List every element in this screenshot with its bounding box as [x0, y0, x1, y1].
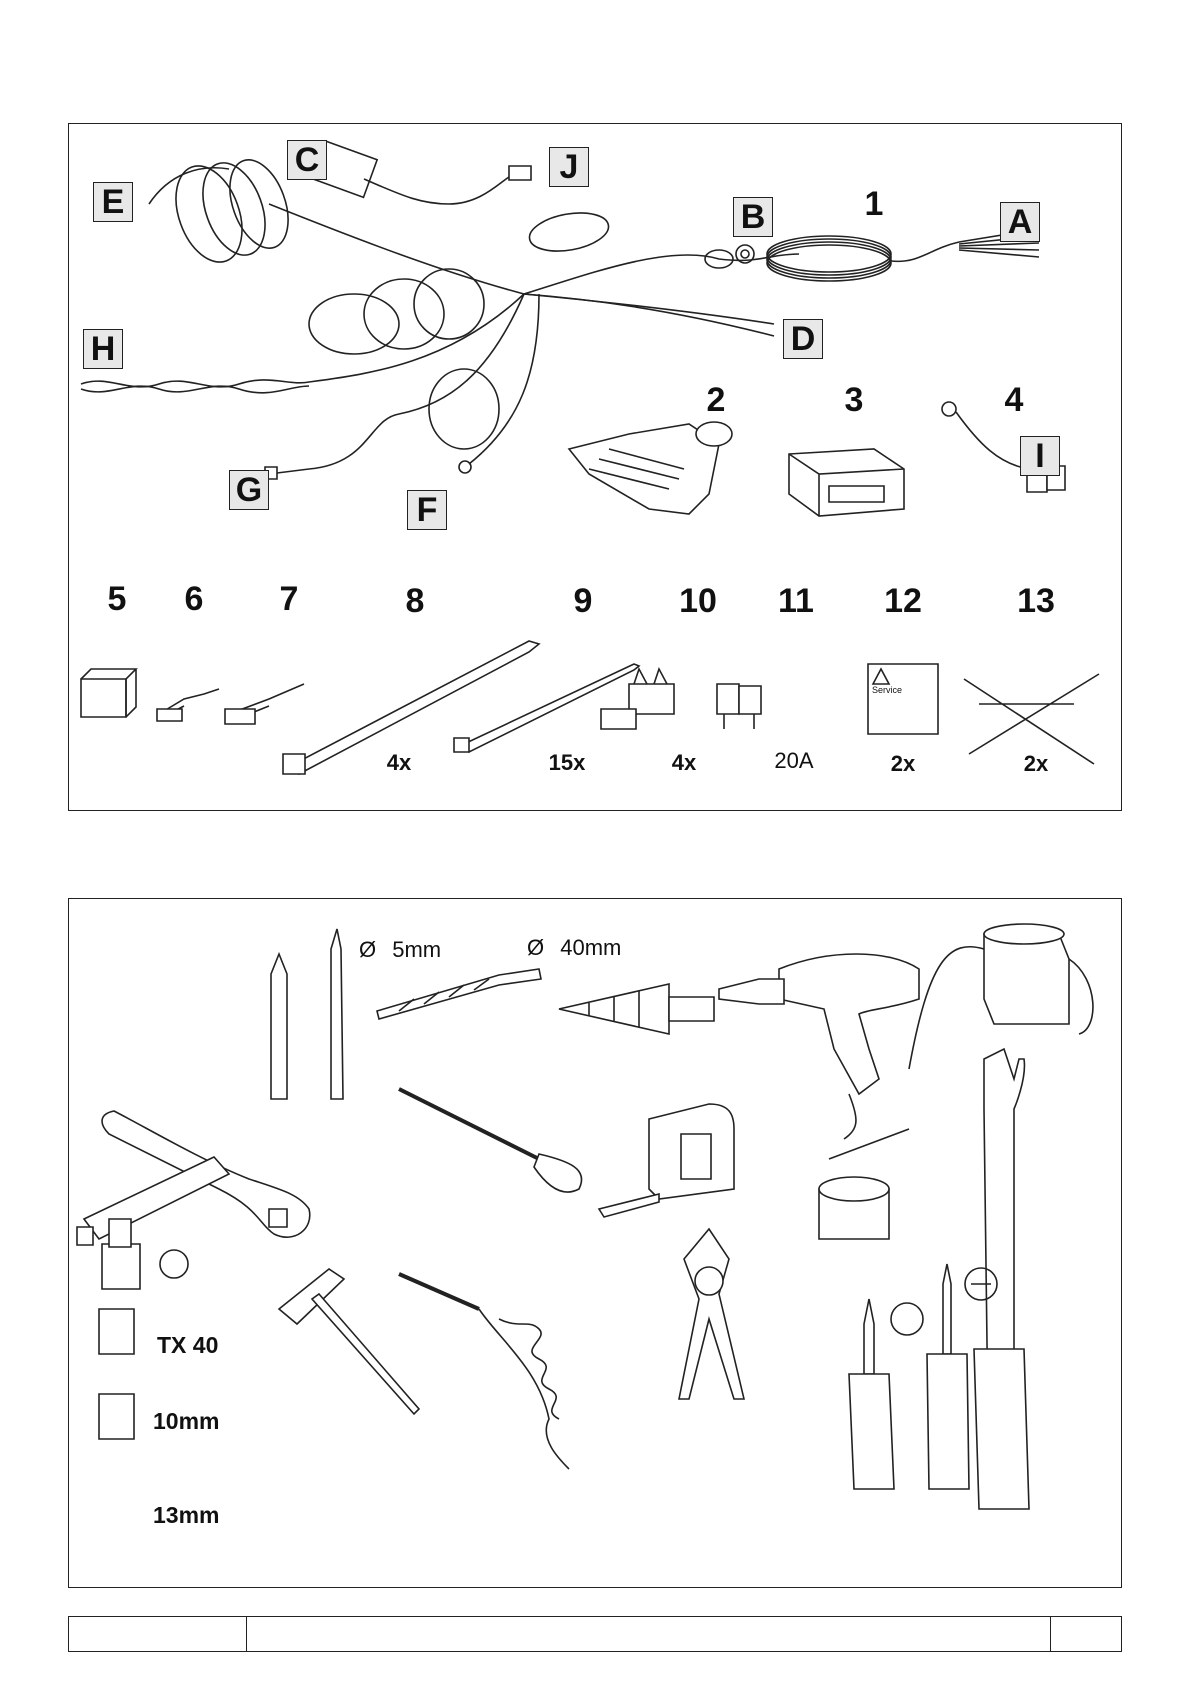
sticker-label: Service — [872, 685, 903, 695]
label-h: H — [83, 329, 123, 369]
socket-13mm-label: 13mm — [153, 1502, 220, 1528]
item-number-1: 1 — [864, 185, 884, 223]
drill-bit-size-label — [359, 937, 441, 963]
footer-cell-left — [69, 1617, 247, 1651]
quantity-item-12: 2x — [890, 751, 916, 776]
item-number-2: 2 — [706, 381, 726, 419]
footer-table — [68, 1616, 1122, 1652]
diameter-symbol: Ø — [527, 935, 545, 960]
label-f: F — [407, 490, 447, 530]
drill-bit-size: 5mm — [392, 937, 442, 962]
item-number-6: 6 — [184, 580, 204, 618]
parts-panel — [68, 123, 1122, 811]
item-number-13: 13 — [1017, 582, 1055, 620]
item-number-10: 10 — [679, 582, 717, 620]
tools-illustration — [69, 899, 1123, 1589]
quantity-item-9: 15x — [548, 750, 586, 775]
step-drill-size-label — [527, 935, 621, 961]
step-drill-size: 40mm — [560, 935, 622, 960]
label-d: D — [783, 319, 823, 359]
item-number-8: 8 — [405, 582, 425, 620]
item-number-5: 5 — [107, 580, 127, 618]
label-c: C — [287, 140, 327, 180]
item-number-3: 3 — [844, 381, 864, 419]
footer-cell-middle — [247, 1617, 1051, 1651]
footer-cell-right — [1051, 1617, 1121, 1651]
label-a: A — [1000, 202, 1040, 242]
tools-panel — [68, 898, 1122, 1588]
item-number-7: 7 — [279, 580, 299, 618]
fuse-rating: 20A — [774, 748, 814, 773]
item-number-9: 9 — [573, 582, 593, 620]
socket-10mm-label: 10mm — [153, 1408, 220, 1434]
quantity-item-8: 4x — [386, 750, 412, 775]
quantity-item-13: 2x — [1023, 751, 1049, 776]
item-number-11: 11 — [778, 582, 814, 620]
quantity-item-10: 4x — [671, 750, 697, 775]
label-i: I — [1020, 436, 1060, 476]
label-j: J — [549, 147, 589, 187]
label-g: G — [229, 470, 269, 510]
label-b: B — [733, 197, 773, 237]
diameter-symbol: Ø — [359, 937, 377, 962]
wiring-harness-illustration — [69, 124, 1123, 812]
item-number-12: 12 — [884, 582, 922, 620]
socket-tx40-label: TX 40 — [157, 1332, 219, 1358]
label-e: E — [93, 182, 133, 222]
item-number-4: 4 — [1004, 381, 1024, 419]
